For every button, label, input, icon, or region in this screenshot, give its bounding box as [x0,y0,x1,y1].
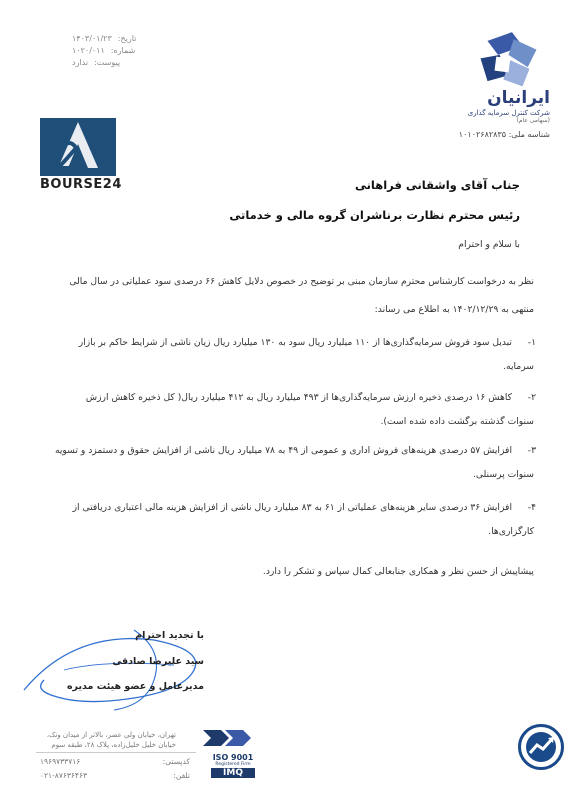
footer-phone [40,771,190,780]
postal-label: کدپستی: [162,757,190,766]
phone-value: ۰۲۱-۸۷۶۳۶۴۶۳ [40,771,88,780]
list-item-4-line-2: کارگزاری‌ها. [488,526,534,538]
attachment-row [72,58,162,67]
list-item-3-number: ۳- [527,445,536,456]
list-item-2-line-1: کاهش ۱۶ درصدی ذخیره ارزش سرمایه‌گذاری‌ها از ۴۹۳ میلیارد ریال به ۴۱۲ میلیارد ریال( کل ذخیره کاهش ارزش [85,392,512,403]
letter-meta [72,34,142,67]
footer-postal [40,757,190,766]
list-item-1-number: ۱- [527,337,536,348]
signoff: با تجدید احترام [135,630,204,641]
company-subtitle: شرکت کنترل سرمایه گذاری [467,109,550,117]
iso-sub: Registered Firm [215,762,251,767]
list-item-3-line-1: افزایش ۵۷ درصدی هزینه‌های فروش اداری و عمومی از ۴۹ به ۷۸ میلیارد ریال ناشی از افزایش حقوق و دستمزد و تسویه [54,445,512,456]
trend-icon [521,727,561,767]
company-logo [470,30,550,96]
list-item-1-line-1: تبدیل سود فروش سرمایه‌گذاری‌ها از ۱۱۰ میلیارد ریال سود به ۱۳۰ میلیارد ریال زیان ناشی از شرایط حاکم بر بازار [78,337,512,348]
signature-block [44,630,204,692]
bourse24-logo [40,118,122,193]
intro-line-1: نظر به درخواست کارشناس محترم سازمان مبنی بر توضیح در خصوص دلایل کاهش ۶۶ درصدی سود عملیاتی در سال مالی [69,276,534,287]
address-line-1: تهران، خیابان ولی عصر، بالاتر از میدان ونک، [46,731,176,739]
attachment-label: پیوست: [94,58,121,67]
closing: پیشاپیش از حسن نظر و همکاری جنابعالی کمال سپاس و تشکر را دارد. [262,566,534,577]
bourse24-logo-mark [40,118,116,176]
signer-name: سید علیرضا صادقی [112,656,204,667]
iso-text: ISO 9001 [212,753,254,762]
list-item-2-line-2: سنوات گذشته برگشت داده شده است). [380,416,534,428]
corner-chart-icon [518,724,564,770]
list-item-1 [34,338,534,371]
attachment-value: ندارد [72,58,89,67]
list-item-3 [34,446,534,479]
intro-line-2: منتهی به ۱۴۰۲/۱۲/۲۹ به اطلاع می رساند: [374,304,534,315]
footer-address [36,731,176,749]
greeting: با سلام و احترام [458,239,520,250]
list-item-2-number: ۲- [527,392,536,403]
list-item-3-line-2: سنوات پرسنلی. [472,469,534,481]
list-item-4 [34,503,534,536]
list-item-2 [34,393,534,426]
iso-arrows-icon [203,728,263,748]
recipient-name: جناب آقای واشقانی فراهانی [354,178,520,192]
company-name-block [420,88,550,139]
number-label: شماره: [110,46,136,55]
date-label: تاریخ: [117,34,137,43]
list-item-4-line-1: افزایش ۳۶ درصدی سایر هزینه‌های عملیاتی از ۶۱ به ۸۳ میلیارد ریال ناشی از افزایش هزینه مالی اعتباری دریافتی از [72,502,512,513]
address-line-2: خیابان خلیل خلیل‌زاده، پلاک ۲۸، طبقه سوم [51,741,176,749]
bourse24-text: BOURSE24 [40,177,122,192]
list-item-1-line-2: سرمایه. [503,361,534,373]
recipient-title: رئیس محترم نظارت برناشران گروه مالی و خدماتی [229,208,520,222]
date-value: ۱۴۰۳/۰۱/۲۳ [72,34,112,43]
iso-badge [203,728,263,780]
list-item-4-number: ۴- [527,502,536,513]
signer-title: مدیرعامل و عضو هیئت مدیره [66,681,204,692]
company-name: ایرانیان [487,88,550,108]
date-row [72,34,162,43]
company-type: (سهامی عام) [516,117,550,124]
number-row [72,46,162,55]
number-value: ۱۰۲۰/۰۱۱ [72,46,105,55]
company-logo-icon [470,30,540,92]
footer-divider [36,752,196,753]
bourse24-graphic [40,118,116,176]
phone-label: تلفن: [173,771,190,780]
imq-text: IMQ [211,768,255,778]
postal-value: ۱۹۶۹۷۳۳۷۱۶ [40,757,81,766]
national-id: شناسه ملی: ۱۰۱۰۲۶۸۲۸۳۵ [458,130,550,139]
